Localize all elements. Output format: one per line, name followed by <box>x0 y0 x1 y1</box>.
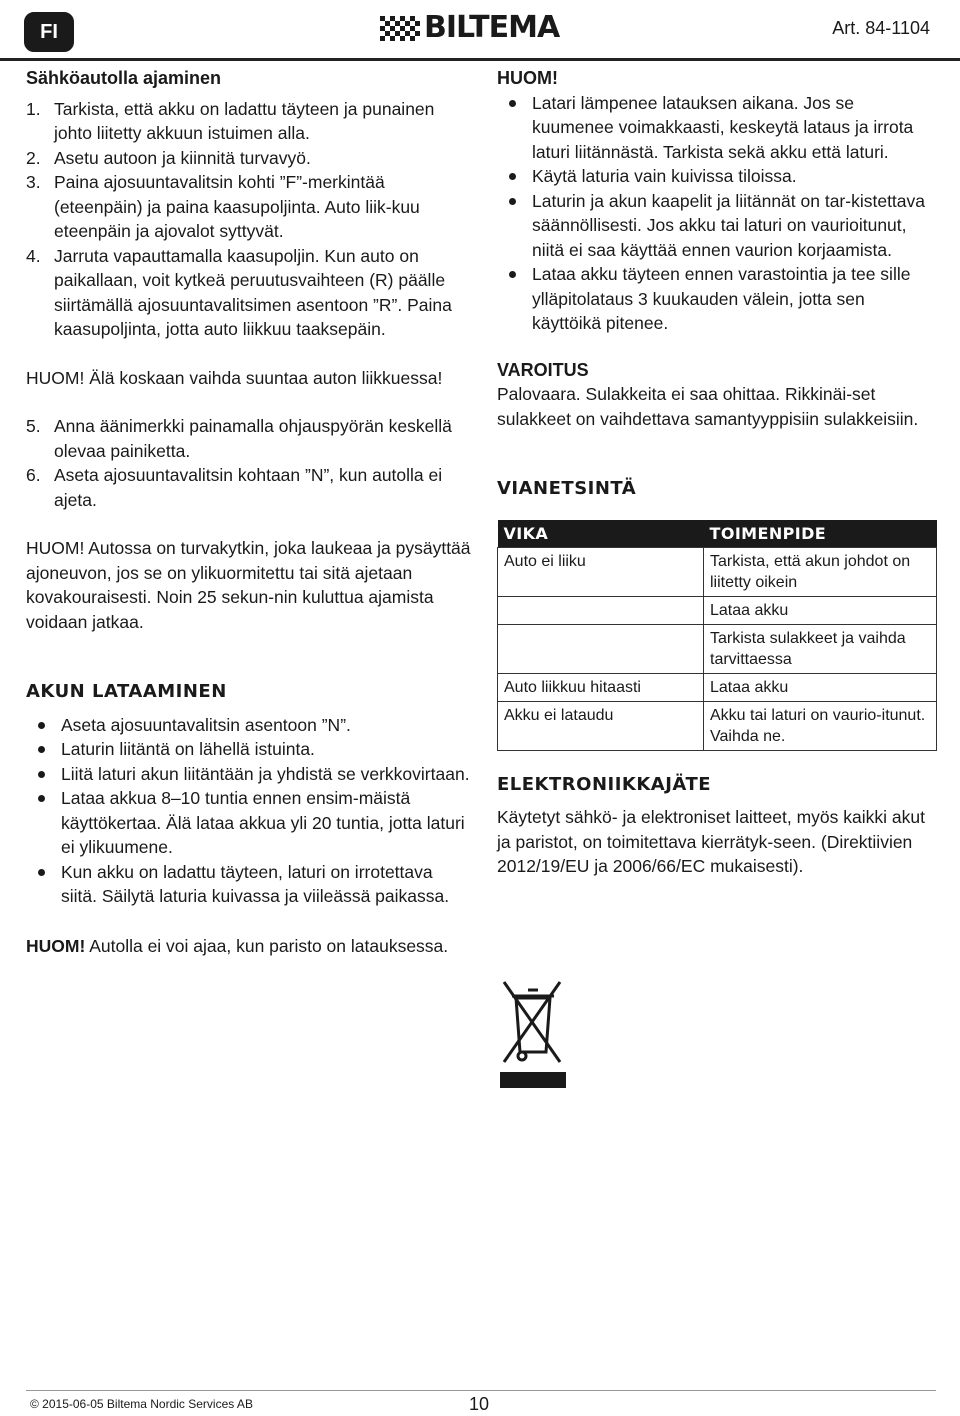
list-item: Kun akku on ladattu täyteen, laturi on irrotettava siitä. Säilytä laturia kuivassa ja viileässä paikassa. <box>26 860 471 909</box>
list-item: Lataa akku täyteen ennen varastointia ja tee sille ylläpitolataus 3 kuukauden välein, jotta sen käyttöikä pitenee. <box>497 262 937 336</box>
table-row <box>498 673 937 701</box>
column-header: TOIMENPIDE <box>704 520 937 548</box>
step-item <box>26 463 471 512</box>
brand-name: BILTEMA <box>424 10 560 45</box>
table-cell: Tarkista sulakkeet ja vaihda tarvittaessa <box>704 624 937 673</box>
step-text: Asetu autoon ja kiinnitä turvavyö. <box>54 147 311 168</box>
troubleshooting-title: VIANETSINTÄ <box>497 478 637 499</box>
step-text: Paina ajosuuntavalitsin kohti ”F”-merkintää (eteenpäin) ja paina kaasupoljinta. Auto liik-kuu eteenpäin ja ajovalot syttyvät. <box>54 172 420 241</box>
list-item: Liitä laturi akun liitäntään ja yhdistä se verkkovirtaan. <box>26 762 471 787</box>
copyright-text: © 2015-06-05 Biltema Nordic Services AB <box>30 1397 253 1411</box>
table-cell <box>498 624 704 673</box>
step-text: Tarkista, että akku on ladattu täyteen ja punainen johto liitetty akkuun istuimen alla. <box>54 98 435 143</box>
step-number: 5. <box>26 416 41 436</box>
right-column <box>497 66 937 879</box>
table-cell: Tarkista, että akun johdot on liitetty oikein <box>704 547 937 596</box>
note-charging <box>26 934 471 959</box>
table-header-row <box>498 520 937 548</box>
table-row <box>498 596 937 624</box>
step-item <box>26 97 471 146</box>
note-text: Autolla ei voi ajaa, kun paristo on latauksessa. <box>85 935 449 956</box>
step-number: 6. <box>26 465 41 485</box>
charging-title: AKUN LATAAMINEN <box>26 681 227 702</box>
driving-title: Sähköautolla ajaminen <box>26 68 222 88</box>
step-number: 4. <box>26 245 41 266</box>
warning-title: VAROITUS <box>497 359 589 380</box>
step-number: 3. <box>26 172 41 192</box>
table-row <box>498 624 937 673</box>
troubleshooting-table <box>497 520 937 751</box>
driving-steps-a <box>26 97 471 342</box>
list-item: Käytä laturia vain kuivissa tiloissa. <box>497 164 937 189</box>
warning-text: Palovaara. Sulakkeita ei saa ohittaa. Rikkinäi-set sulakkeet on vaihdettava samantyyppisiin sulakkeisiin. <box>497 384 919 429</box>
table-cell: Auto liikkuu hitaasti <box>498 673 704 701</box>
left-column <box>26 66 471 958</box>
list-item: Aseta ajosuuntavalitsin asentoon ”N”. <box>26 713 471 738</box>
table-cell: Lataa akku <box>704 673 937 701</box>
page-number: 10 <box>469 1394 490 1414</box>
step-text: Aseta ajosuuntavalitsin kohtaan ”N”, kun autolla ei ajeta. <box>54 465 443 510</box>
step-text: Anna äänimerkki painamalla ohjauspyörän keskellä olevaa painiketta. <box>54 416 452 461</box>
footer-divider <box>26 1390 936 1391</box>
huom-title: HUOM! <box>497 68 558 88</box>
table-cell: Akku ei lataudu <box>498 701 704 750</box>
driving-steps-b <box>26 414 471 512</box>
table-row <box>498 701 937 750</box>
list-item: Lataa akkua 8–10 tuntia ennen ensim-mäistä käyttökertaa. Älä lataa akkua yli 20 tuntia, jotta laturi ei ylikuumene. <box>26 786 471 860</box>
language-badge: FI <box>24 12 74 52</box>
biltema-logo <box>380 10 585 45</box>
weee-crossed-bin-icon <box>500 978 566 1088</box>
step-text: Jarruta vapauttamalla kaasupoljin. Kun auto on paikallaan, voit kytkeä peruutusvaihteen (R) päälle siirtämällä ajosuuntavalitsimen asentoon ”R”. Paina kaasupoljinta, jotta auto liikkuu taaksepäin. <box>54 245 452 339</box>
step-item <box>26 146 471 171</box>
step-item <box>26 170 471 244</box>
list-item: Latari lämpenee latauksen aikana. Jos se kuumenee voimakkaasti, keskeytä lataus ja irrota laturi liitännästä. Tarkista sekä akku että laturi. <box>497 91 937 165</box>
charging-list <box>26 713 471 909</box>
table-cell: Lataa akku <box>704 596 937 624</box>
step-item <box>26 244 471 342</box>
step-item <box>26 414 471 463</box>
electronic-waste-title: ELEKTRONIIKKAJÄTE <box>497 773 712 795</box>
list-item: Laturin ja akun kaapelit ja liitännät on tar-kistettava säännöllisesti. Jos akku tai laturi on vaurioitunut, niitä ei saa käyttää ennen vaurion korjaamista. <box>497 189 937 263</box>
table-row <box>498 547 937 596</box>
electronic-waste-text: Käytetyt sähkö- ja elektroniset laitteet, myös kaikki akut ja paristot, on toimitettava kierrätyk-seen. (Direktiivien 2012/19/EU ja 2006/66/EC mukaisesti). <box>497 807 925 876</box>
page-header <box>0 0 960 58</box>
note-direction: HUOM! Älä koskaan vaihda suuntaa auton liikkuessa! <box>26 367 443 388</box>
table-cell <box>498 596 704 624</box>
table-cell: Akku tai laturi on vaurio-itunut. Vaihda ne. <box>704 701 937 750</box>
step-number: 1. <box>26 98 41 119</box>
step-number: 2. <box>26 147 41 168</box>
charger-warnings-list <box>497 91 937 336</box>
list-item: Laturin liitäntä on lähellä istuinta. <box>26 737 471 762</box>
column-header: VIKA <box>498 520 704 548</box>
header-divider <box>0 58 960 61</box>
table-cell: Auto ei liiku <box>498 547 704 596</box>
note-label: HUOM! <box>26 935 86 956</box>
note-safety-switch: HUOM! Autossa on turvakytkin, joka laukeaa ja pysäyttää ajoneuvon, jos se on ylikuormitettu tai sitä ajetaan kovakouraisesti. Noin 25 sekun-nin kuluttua ajamista voidaan jatkaa. <box>26 538 471 632</box>
checkered-flag-icon <box>380 16 420 42</box>
article-number: Art. 84-1104 <box>832 18 930 38</box>
